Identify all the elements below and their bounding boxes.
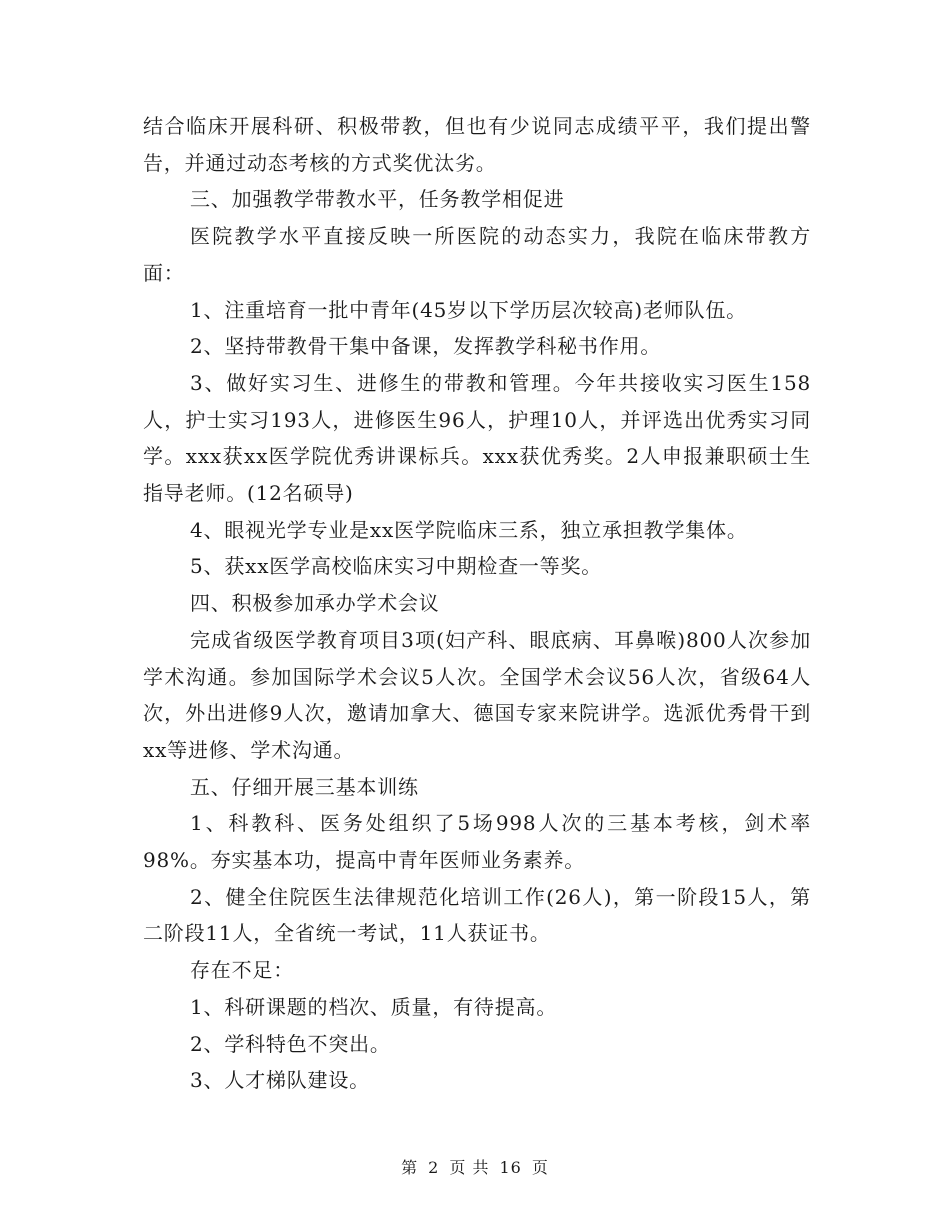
paragraph-9: 完成省级医学教育项目3项(妇产科、眼底病、耳鼻喉)800人次参加学术沟通。参加国际学术会议5人次。全国学术会议56人次，省级64人次，外出进修9人次，邀请加拿大、德国专家来院讲学。选派优秀骨干到xx等进修、学术沟通。 [143,627,811,762]
section-heading-3: 三、加强教学带教水平，任务教学相促进 [190,187,565,212]
list-item: 4、眼视光学专业是xx医学院临床三系，独立承担教学集体。 [190,517,748,542]
list-item: 3、人才梯队建设。 [190,1068,370,1093]
list-item: 1、科研课题的档次、质量，有待提高。 [190,994,558,1019]
footer-suffix: 页 [531,1158,549,1177]
current-page-number: 2 [428,1158,440,1177]
section-heading-4: 四、积极参加承办学术会议 [190,591,440,616]
list-item: 1、科教科、医务处组织了5场998人次的三基本考核，剑术率98%。夯实基本功，提高中青年医师业务素养。 [143,811,811,873]
shortcomings-heading: 存在不足： [190,958,294,983]
total-pages-number: 16 [499,1158,522,1177]
list-item: 2、坚持带教骨干集中备课，发挥教学科秘书作用。 [190,334,662,359]
list-item: 3、做好实习生、进修生的带教和管理。今年共接收实习医生158人，护士实习193人，进修医生96人，护理10人，并评选出优秀实习同学。xxx获xx医学院优秀讲课标兵。xxx获优秀奖。2人申报兼职硕士生指导老师。(12名硕导) [143,370,811,506]
paragraph-2: 医院教学水平直接反映一所医院的动态实力，我院在临床带教方面： [143,224,811,285]
footer-middle: 页 共 [449,1158,490,1177]
footer-prefix: 第 [401,1158,419,1177]
list-item: 1、注重培育一批中青年(45岁以下学历层次较高)老师队伍。 [190,297,747,322]
list-item: 2、学科特色不突出。 [190,1031,391,1056]
paragraph-0: 结合临床开展科研、积极带教，但也有少说同志成绩平平，我们提出警告，并通过动态考核的方式奖优汰劣。 [143,114,811,175]
page-footer [0,1155,950,1178]
list-item: 5、获xx医学高校临床实习中期检查一等奖。 [190,554,603,579]
section-heading-5: 五、仔细开展三基本训练 [190,774,419,799]
document-body [143,108,811,1099]
list-item: 2、健全住院医生法律规范化培训工作(26人)，第一阶段15人，第二阶段11人，全省统一考试，11人获证书。 [143,884,811,946]
